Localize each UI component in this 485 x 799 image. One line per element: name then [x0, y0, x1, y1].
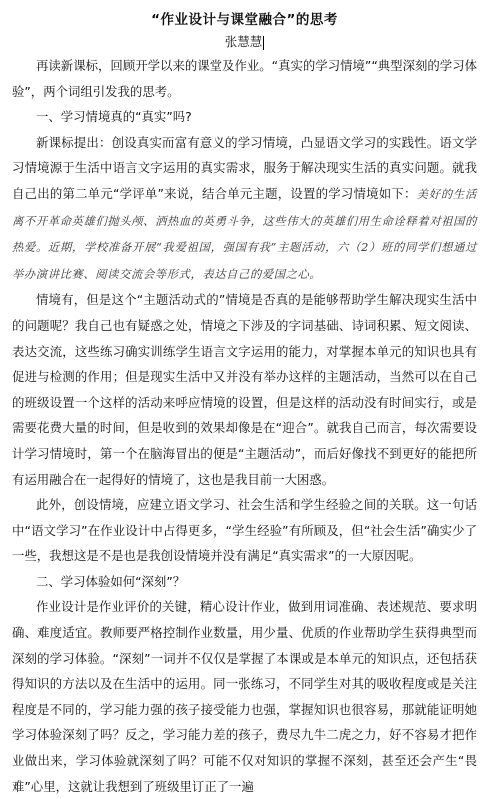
situation-quote: 美好的生活离不开革命英雄们抛头颅、洒热血的英勇斗争，这些伟大的英雄们用生命诠释着对祖国的热爱。近期，学校准备开展“我爱祖国，强国有我”主题活动，六（2）班的同学们想通过举办演讲比赛、阅读交流会等形式，表达自己的爱国之心。 [12, 187, 477, 281]
paragraph-intro: 再读新课标，回顾开学以来的课堂及作业。“真实的学习情境”“典型深刻的学习体验”，两个词组引发我的思考。 [12, 58, 477, 99]
section-heading-2: 二、学习体验如何“深刻”？ [36, 573, 186, 589]
paragraph-relation: 此外，创设情境，应建立语文学习、社会生活和学生经验之间的关联。这一句话中“语文学习”在作业设计中占得更多，“学生经验”有所顾及，但“社会生活”确实少了一些，我想这是不是也是我创设情境并没有满足“真实需求”的一大原因呢。 [12, 497, 477, 564]
section-heading-1: 一、学习情境真的“真实”吗? [36, 109, 192, 125]
text-cursor [263, 36, 264, 50]
document-title: “作业设计与课堂融合”的思考 [151, 12, 338, 28]
paragraph-doubt: 情境有，但是这个“主题活动式的”情境是否真的是能够帮助学生解决现实生活中的问题呢？我自己也有疑惑之处，情境之下涉及的字词基础、诗词积累、短文阅读、表达交流，这些练习确实训练学生语言文字运用的能力，对掌握本单元的知识也具有促进与检测的作用；但是现实生活中又并没有举办这样的主题活动，当然可以在自己的班级设置一个这样的活动来呼应情境的设置，但是这样的活动没有时间实行，或是需要花费大量的时间，但是收到的效果却像是在“迎合”。就我自己而言，每次需要设计学习情境时，第一个在脑海冒出的便是“主题活动”，而后好像找不到更好的能把所有运用融合在一起得好的情境了，这也是我目前一大困惑。 [12, 292, 477, 487]
paragraph-context [12, 130, 477, 288]
paragraph-context-text: 新课标提出：创设真实而富有意义的学习情境，凸显语文学习的实践性。语文学习情境源于生活中语言文字运用的真实需求，服务于解决现实生活的真实问题。就我自己出的第二单元“学评单”来说，结合单元主题，设置的学习情境如下： [12, 134, 477, 201]
paragraph-experience: 作业设计是作业评价的关键，精心设计作业，做到用词准确、表述规范、要求明确、难度适宜。教师要严格控制作业数量，用少量、优质的作业帮助学生获得典型而深刻的学习体验。“深刻”一词并不仅仅是掌握了本课或是本单元的知识点，还包括获得知识的方法以及在生活中的运用。同一张练习，不同学生对其的吸收程度或是关注程度是不同的，学习能力强的孩子接受能力也强，掌握知识也很容易，那就能证明她学习体验深刻了吗？反之，学习能力差的孩子，费尽九牛二虎之力，好不容易才把作业做出来，学习体验就深刻了吗？可能不仅对知识的掌握不深刻，甚至还会产生“畏难”心里，这就让我想到了班级里订正了一遍 [12, 599, 477, 794]
author-name [12, 31, 477, 53]
author-text: 张慧慧 [224, 34, 263, 49]
